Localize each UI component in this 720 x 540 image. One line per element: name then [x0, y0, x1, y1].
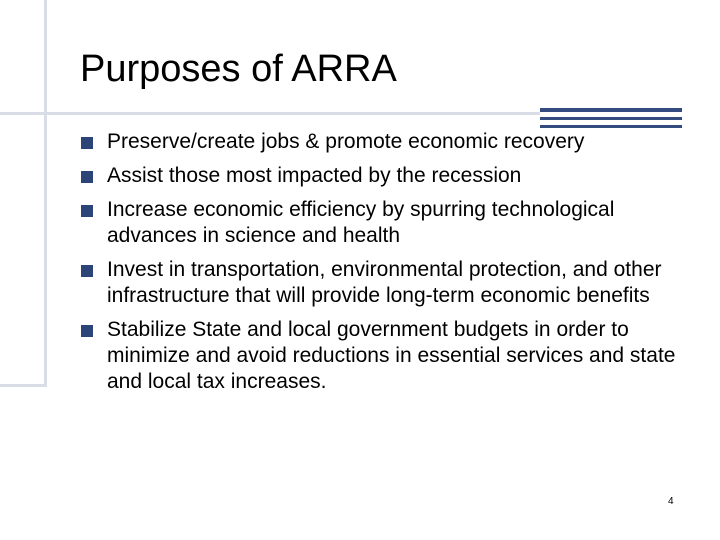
square-bullet-icon — [81, 325, 93, 337]
accent-bar — [540, 117, 682, 120]
square-bullet-icon — [81, 265, 93, 277]
frame-corner-line — [0, 384, 47, 387]
accent-bar — [540, 125, 682, 128]
bullet-item — [80, 257, 680, 309]
square-bullet-icon — [81, 205, 93, 217]
square-bullet-icon — [81, 171, 93, 183]
bullet-list — [80, 129, 680, 403]
bullet-text: Increase economic efficiency by spurring technological advances in science and health — [107, 198, 615, 247]
bullet-text: Preserve/create jobs & promote economic recovery — [107, 130, 585, 153]
bullet-item — [80, 317, 680, 395]
bullet-text: Stabilize State and local government budgets in order to minimize and avoid reductions in essential services and state and local tax increases. — [107, 318, 676, 393]
bullet-item — [80, 197, 680, 249]
accent-bar — [540, 108, 682, 112]
bullet-item — [80, 129, 680, 155]
title-underline — [0, 112, 540, 115]
square-bullet-icon — [81, 137, 93, 149]
bullet-text: Assist those most impacted by the recession — [107, 164, 522, 187]
bullet-item — [80, 163, 680, 189]
bullet-text: Invest in transportation, environmental protection, and other infrastructure that will provide long-term economic benefits — [107, 258, 662, 307]
slide-title: Purposes of ARRA — [80, 48, 397, 90]
frame-vertical-line — [0, 0, 47, 384]
page-number: 4 — [668, 496, 674, 507]
